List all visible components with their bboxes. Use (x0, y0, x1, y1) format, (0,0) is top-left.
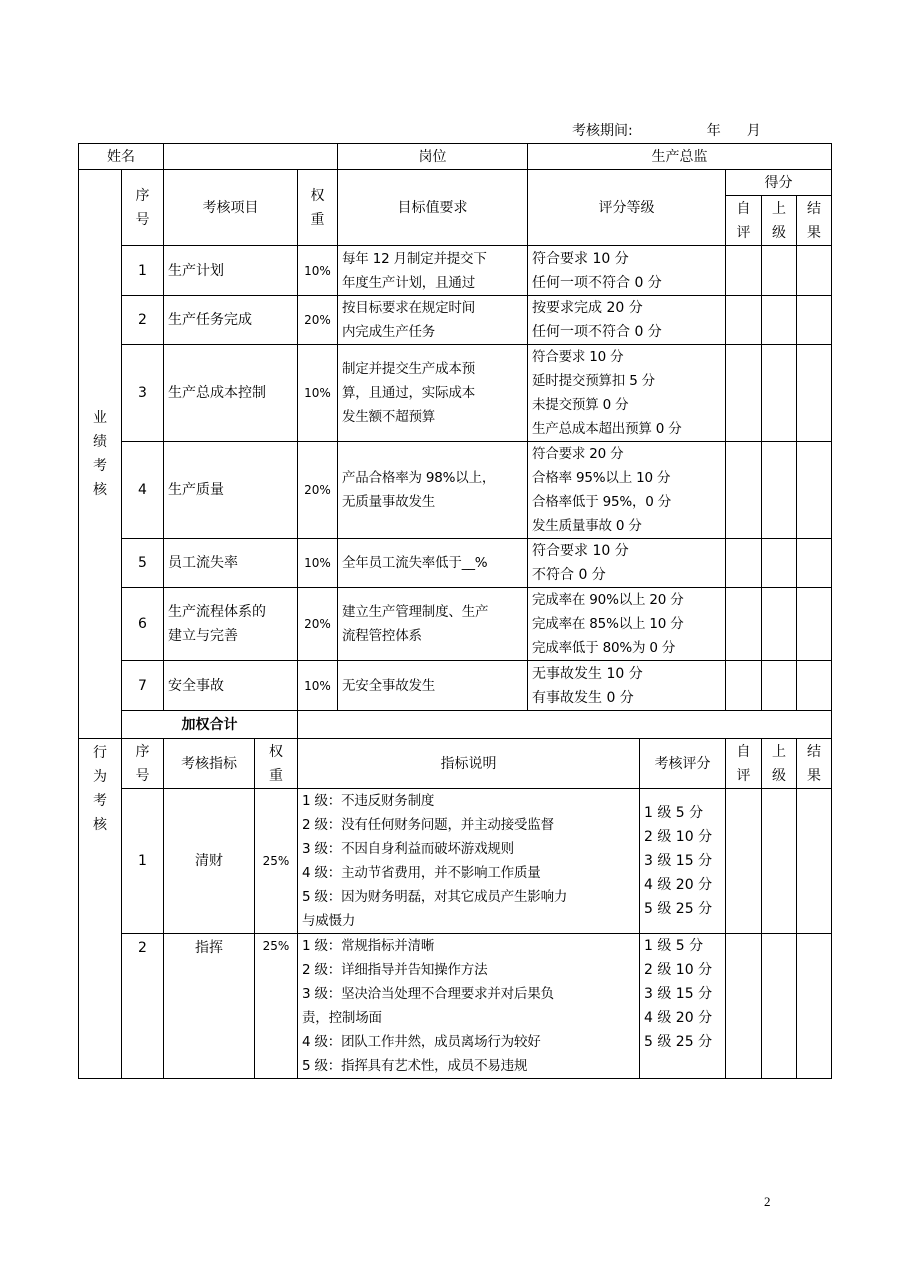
row-item: 生产总成本控制 (164, 345, 298, 442)
behavior-col-indicator: 考核指标 (164, 739, 255, 789)
row-grade: 符合要求 10 分 不符合 0 分 (528, 539, 726, 588)
behavior-col-weight: 权 重 (255, 739, 298, 789)
row-weight: 20% (298, 442, 338, 539)
col-score: 得分 (726, 170, 832, 196)
score-self-cell[interactable] (726, 789, 762, 934)
score-result-cell[interactable] (797, 442, 832, 539)
score-superior-cell[interactable] (762, 345, 797, 442)
score-self-cell[interactable] (726, 661, 762, 711)
score-superior-cell[interactable] (762, 246, 797, 296)
score-self-cell[interactable] (726, 539, 762, 588)
row-item: 生产计划 (164, 246, 298, 296)
row-grade: 符合要求 20 分 合格率 95%以上 10 分 合格率低于 95%，0 分 发生质量事故 0 分 (528, 442, 726, 539)
table-row (79, 934, 832, 1079)
row-target: 全年员工流失率低于__% (338, 539, 528, 588)
score-superior-cell[interactable] (762, 789, 797, 934)
col-grade: 评分等级 (528, 170, 726, 246)
score-superior-cell[interactable] (762, 588, 797, 661)
score-result-cell[interactable] (797, 296, 832, 345)
row-weight: 25% (255, 789, 298, 934)
row-weight: 10% (298, 661, 338, 711)
row-no: 5 (122, 539, 164, 588)
row-grade: 符合要求 10 分 延时提交预算扣 5 分 未提交预算 0 分 生产总成本超出预算 0 分 (528, 345, 726, 442)
row-no: 1 (122, 246, 164, 296)
row-item: 生产任务完成 (164, 296, 298, 345)
row-grade: 无事故发生 10 分 有事故发生 0 分 (528, 661, 726, 711)
row-no: 2 (122, 934, 164, 1079)
row-indicator: 指挥 (164, 934, 255, 1079)
row-rating: 1 级 5 分 2 级 10 分 3 级 15 分 4 级 20 分 5 级 25 分 (640, 934, 726, 1079)
position-value: 生产总监 (528, 144, 832, 170)
row-desc: 1 级：不违反财务制度 2 级：没有任何财务问题，并主动接受监督 3 级：不因自身利益而破坏游戏规则 4 级：主动节省费用，并不影响工作质量 5 级：因为财务明磊，对其它成员产生影响力 与威慑力 (298, 789, 640, 934)
table-row (79, 296, 832, 345)
row-target: 制定并提交生产成本预 算，且通过，实际成本 发生额不超预算 (338, 345, 528, 442)
col-self: 自 评 (726, 196, 762, 246)
behavior-col-no: 序 号 (122, 739, 164, 789)
col-superior: 上 级 (762, 196, 797, 246)
score-superior-cell[interactable] (762, 296, 797, 345)
row-no: 2 (122, 296, 164, 345)
table-row (79, 246, 832, 296)
row-no: 3 (122, 345, 164, 442)
row-item: 生产流程体系的 建立与完善 (164, 588, 298, 661)
score-superior-cell[interactable] (762, 661, 797, 711)
row-item: 生产质量 (164, 442, 298, 539)
period-label: 考核期间: (572, 123, 633, 139)
score-result-cell[interactable] (797, 588, 832, 661)
table-row (79, 345, 832, 442)
table-row (79, 588, 832, 661)
assessment-period (572, 120, 761, 140)
col-result: 结 果 (797, 196, 832, 246)
table-row (79, 661, 832, 711)
row-weight: 25% (255, 934, 298, 1079)
score-result-cell[interactable] (797, 934, 832, 1079)
assessment-table (78, 143, 832, 1079)
row-target: 建立生产管理制度、生产 流程管控体系 (338, 588, 528, 661)
table-row (79, 539, 832, 588)
performance-header-row-1 (79, 170, 832, 196)
row-weight: 20% (298, 296, 338, 345)
row-weight: 20% (298, 588, 338, 661)
page-number: 2 (764, 1194, 771, 1209)
score-superior-cell[interactable] (762, 442, 797, 539)
performance-section-label: 业 绩 考 核 (79, 170, 122, 739)
row-target: 按目标要求在规定时间 内完成生产任务 (338, 296, 528, 345)
name-value[interactable] (164, 144, 338, 170)
score-self-cell[interactable] (726, 345, 762, 442)
col-weight: 权 重 (298, 170, 338, 246)
row-weight: 10% (298, 345, 338, 442)
row-no: 1 (122, 789, 164, 934)
row-weight: 10% (298, 539, 338, 588)
header-row (79, 144, 832, 170)
behavior-section-label: 行 为 考 核 (79, 739, 122, 1079)
row-grade: 完成率在 90%以上 20 分 完成率在 85%以上 10 分 完成率低于 80%为 0 分 (528, 588, 726, 661)
assessment-sheet (78, 143, 832, 1079)
position-label: 岗位 (338, 144, 528, 170)
table-row (79, 789, 832, 934)
weighted-total-row (79, 711, 832, 739)
row-weight: 10% (298, 246, 338, 296)
name-label: 姓名 (79, 144, 164, 170)
weighted-total-value[interactable] (298, 711, 832, 739)
score-self-cell[interactable] (726, 246, 762, 296)
col-no: 序 号 (122, 170, 164, 246)
period-year: 年 (706, 123, 721, 139)
row-desc: 1 级：常规指标并清晰 2 级：详细指导并告知操作方法 3 级：坚决洽当处理不合理要求并对后果负 责，控制场面 4 级：团队工作井然，成员离场行为较好 5 级：指挥具有艺术性，成员不易违规 (298, 934, 640, 1079)
row-no: 6 (122, 588, 164, 661)
score-self-cell[interactable] (726, 934, 762, 1079)
score-result-cell[interactable] (797, 789, 832, 934)
row-no: 4 (122, 442, 164, 539)
col-target: 目标值要求 (338, 170, 528, 246)
behavior-col-result: 结 果 (797, 739, 832, 789)
row-indicator: 清财 (164, 789, 255, 934)
weighted-total-label: 加权合计 (122, 711, 298, 739)
row-item: 员工流失率 (164, 539, 298, 588)
table-row (79, 442, 832, 539)
behavior-col-superior: 上 级 (762, 739, 797, 789)
row-no: 7 (122, 661, 164, 711)
behavior-col-rating: 考核评分 (640, 739, 726, 789)
row-target: 每年 12 月制定并提交下 年度生产计划，且通过 (338, 246, 528, 296)
col-item: 考核项目 (164, 170, 298, 246)
score-self-cell[interactable] (726, 588, 762, 661)
behavior-col-desc: 指标说明 (298, 739, 640, 789)
score-self-cell[interactable] (726, 296, 762, 345)
row-grade: 按要求完成 20 分 任何一项不符合 0 分 (528, 296, 726, 345)
period-month: 月 (746, 123, 761, 139)
behavior-header-row (79, 739, 832, 789)
row-item: 安全事故 (164, 661, 298, 711)
score-result-cell[interactable] (797, 661, 832, 711)
row-target: 无安全事故发生 (338, 661, 528, 711)
score-superior-cell[interactable] (762, 539, 797, 588)
row-rating: 1 级 5 分 2 级 10 分 3 级 15 分 4 级 20 分 5 级 25 分 (640, 789, 726, 934)
score-result-cell[interactable] (797, 246, 832, 296)
row-grade: 符合要求 10 分 任何一项不符合 0 分 (528, 246, 726, 296)
score-result-cell[interactable] (797, 539, 832, 588)
row-target: 产品合格率为 98%以上， 无质量事故发生 (338, 442, 528, 539)
score-self-cell[interactable] (726, 442, 762, 539)
behavior-col-self: 自 评 (726, 739, 762, 789)
score-result-cell[interactable] (797, 345, 832, 442)
score-superior-cell[interactable] (762, 934, 797, 1079)
